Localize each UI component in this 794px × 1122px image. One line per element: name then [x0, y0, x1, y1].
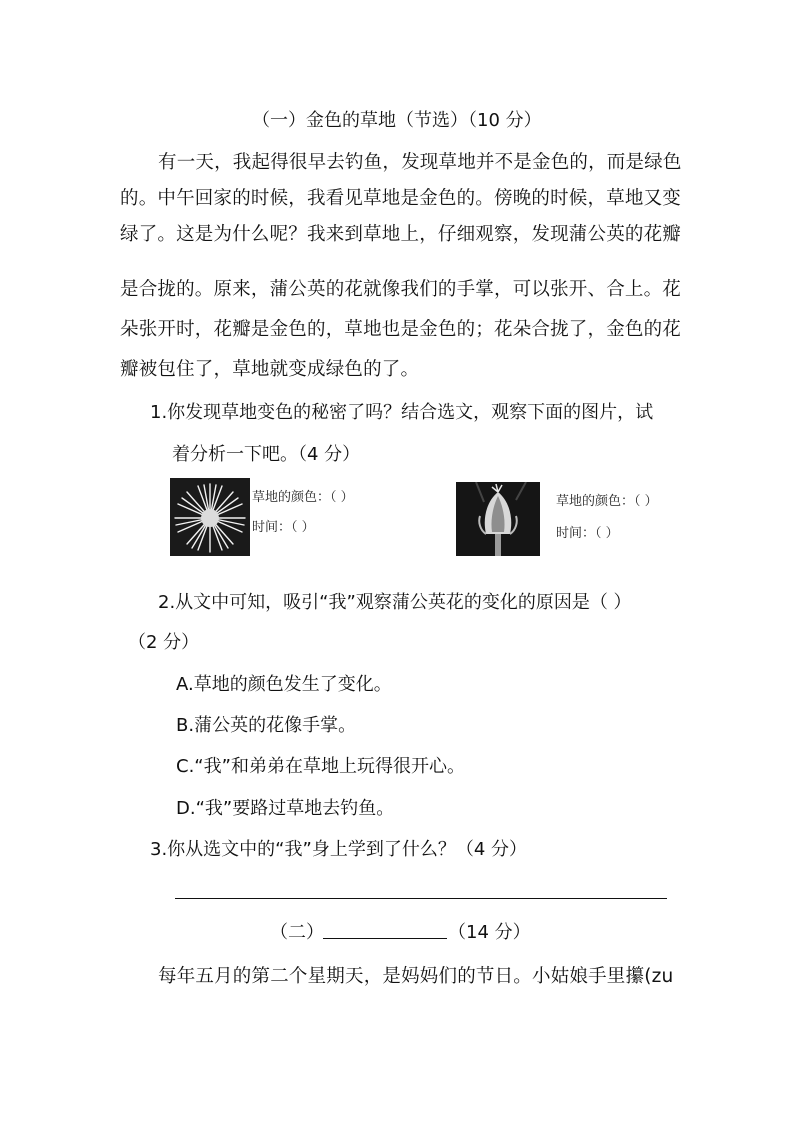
- left-time-prompt: 时间：（ ）: [252, 520, 315, 535]
- section2-paragraph-line: 每年五月的第二个星期天，是妈妈们的节日。小姑娘手里攥(zu: [158, 966, 674, 987]
- section1-title: （一）金色的草地（节选）（10 分）: [252, 110, 542, 131]
- paragraph-line: 的。中午回家的时候，我看见草地是金色的。傍晚的时候，草地又变: [120, 188, 682, 209]
- option-a: A.草地的颜色发生了变化。: [176, 674, 392, 695]
- paragraph-line: 是合拢的。原来，蒲公英的花就像我们的手掌，可以张开、合上。花: [120, 279, 682, 300]
- option-c: C.“我”和弟弟在草地上玩得很开心。: [176, 756, 465, 777]
- option-d: D.“我”要路过草地去钓鱼。: [176, 798, 395, 819]
- paragraph-line: 绿了。这是为什么呢？我来到草地上，仔细观察，发现蒲公英的花瓣: [120, 224, 682, 245]
- question-2-line2: （2 分）: [128, 632, 200, 653]
- option-b: B.蒲公英的花像手掌。: [176, 715, 357, 736]
- section2-title-blank: [323, 938, 447, 939]
- right-time-prompt: 时间：（ ）: [556, 526, 619, 541]
- section2-title-prefix: （二）: [270, 922, 324, 943]
- question-3: 3.你从选文中的“我”身上学到了什么？（4 分）: [150, 839, 527, 860]
- paragraph-line: 瓣被包住了，草地就变成绿色的了。: [120, 359, 420, 380]
- section2-title-suffix: （14 分）: [448, 922, 531, 943]
- question-1-line1: 1.你发现草地变色的秘密了吗？结合选文，观察下面的图片，试: [150, 402, 654, 423]
- question-3-answer-line: [175, 898, 667, 899]
- paragraph-line: 朵张开时，花瓣是金色的，草地也是金色的；花朵合拢了，金色的花: [120, 319, 682, 340]
- open-dandelion-photo: [170, 478, 250, 556]
- closed-dandelion-photo: [456, 482, 540, 556]
- paragraph-line: 有一天，我起得很早去钓鱼，发现草地并不是金色的，而是绿色: [158, 152, 682, 173]
- open-dandelion-icon: [170, 478, 250, 556]
- question-2-line1: 2.从文中可知，吸引“我”观察蒲公英花的变化的原因是（ ）: [158, 592, 632, 613]
- question-1-line2: 着分析一下吧。（4 分）: [172, 444, 361, 465]
- closed-dandelion-icon: [456, 482, 540, 556]
- right-grass-color-prompt: 草地的颜色：（ ）: [556, 494, 658, 509]
- left-grass-color-prompt: 草地的颜色：（ ）: [252, 490, 354, 505]
